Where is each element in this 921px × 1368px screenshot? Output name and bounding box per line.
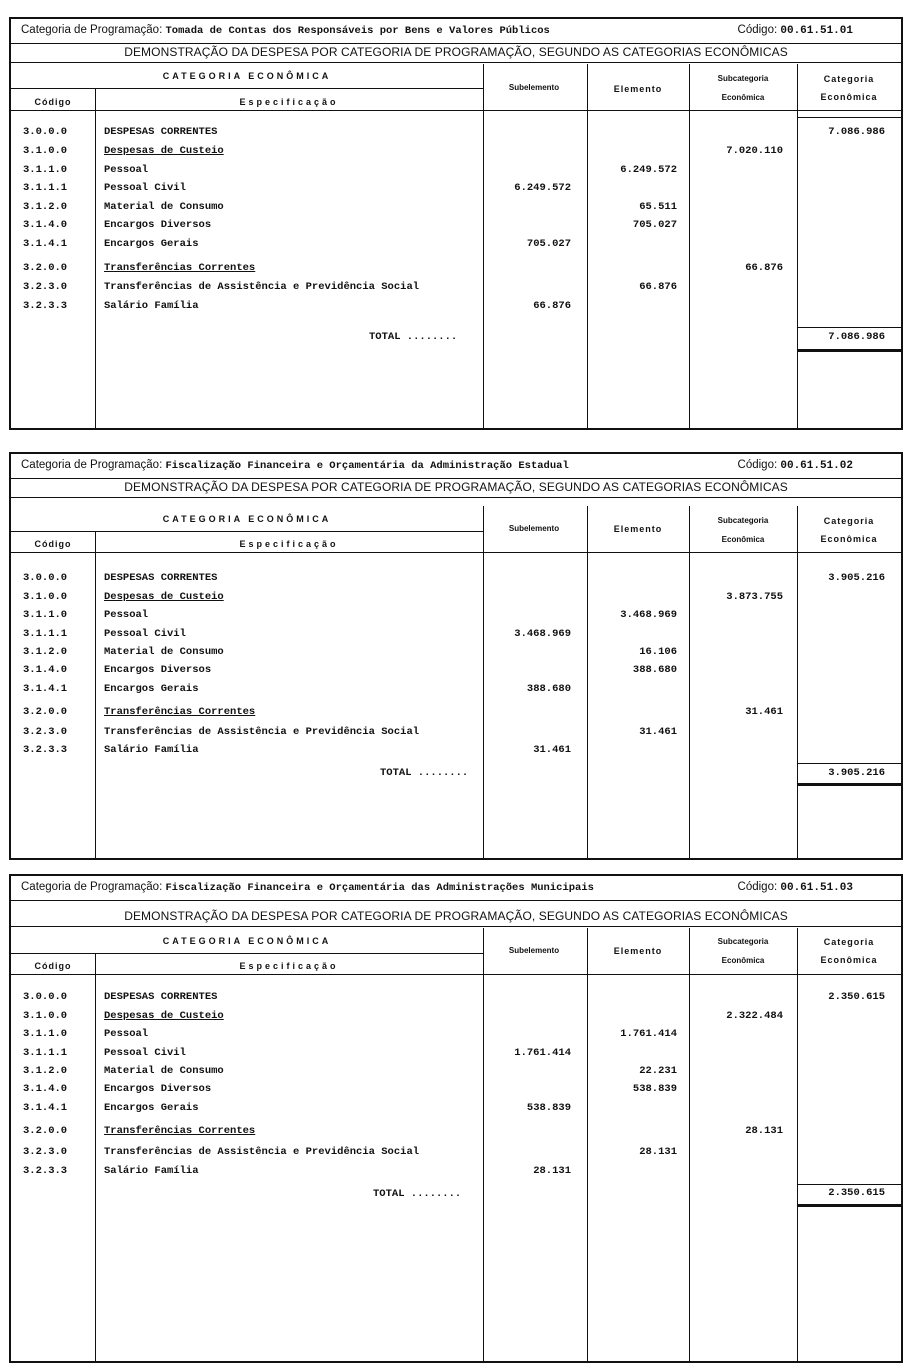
total-label: TOTAL ........ — [380, 767, 469, 779]
total-value: 7.086.986 — [828, 331, 885, 343]
table-row: 3.1.1.1 Pessoal Civil 3.468.969 — [23, 628, 571, 640]
subelemento-heading: Subelemento — [508, 83, 560, 92]
elemento-heading: Elemento — [613, 84, 663, 94]
table-title: DEMONSTRAÇÃO DA DESPESA POR CATEGORIA DE PROGRAMAÇÃO, SEGUNDO AS CATEGORIAS ECONÔMICAS — [11, 478, 901, 498]
elemento-heading: Elemento — [613, 946, 663, 956]
total-label: TOTAL ........ — [373, 1188, 462, 1200]
code-value: 00.61.51.01 — [780, 25, 853, 37]
especificacao-heading: Especificação — [239, 961, 339, 971]
table-row: 3.0.0.0 DESPESAS CORRENTES 7.086.986 — [23, 126, 885, 138]
table-row: 3.1.4.0 Encargos Diversos 388.680 — [23, 664, 677, 676]
table-row: 3.1.0.0 Despesas de Custeio 7.020.110 — [23, 145, 783, 157]
table-row: 3.0.0.0 DESPESAS CORRENTES 2.350.615 — [23, 991, 885, 1003]
expense-form-1 — [9, 17, 903, 430]
category-label: Categoria de Programação: Fiscalização Financeira e Orçamentária das Administrações Municipais — [21, 881, 594, 894]
table-row: 3.1.1.0 Pessoal 1.761.414 — [23, 1028, 677, 1040]
table-row: 3.1.1.0 Pessoal 3.468.969 — [23, 609, 677, 621]
table-row: 3.1.0.0 Despesas de Custeio 2.322.484 — [23, 1010, 783, 1022]
category-label: Categoria de Programação: Tomada de Contas dos Responsáveis por Bens e Valores Públicos — [21, 24, 550, 37]
cat-heading: Categoria Econômica — [820, 516, 878, 544]
codigo-heading: Código — [34, 97, 72, 107]
codigo-heading: Código — [34, 961, 72, 971]
category-value: Fiscalização Financeira e Orçamentária da Administração Estadual — [165, 460, 569, 472]
total-label: TOTAL ........ — [369, 331, 458, 343]
expense-form-3 — [9, 874, 903, 1363]
total-value-row — [11, 767, 901, 785]
table-row: 3.1.4.0 Encargos Diversos 705.027 — [23, 219, 677, 231]
table-row: 3.2.3.3 Salário Família 28.131 — [23, 1165, 571, 1177]
especificacao-heading: Especificação — [239, 539, 339, 549]
table-row: 3.1.4.1 Encargos Gerais 388.680 — [23, 683, 571, 695]
category-value: Fiscalização Financeira e Orçamentária das Administrações Municipais — [165, 882, 594, 894]
code-label: Código: 00.61.51.01 — [737, 24, 853, 37]
cat-econ-heading: CATEGORIA ECONÔMICA — [162, 514, 332, 524]
table-row: 3.1.4.1 Encargos Gerais 538.839 — [23, 1102, 571, 1114]
total-value: 3.905.216 — [828, 767, 885, 779]
total-value-row — [11, 331, 901, 349]
total-value: 2.350.615 — [828, 1187, 885, 1199]
table-row: 3.1.2.0 Material de Consumo 65.511 — [23, 201, 677, 213]
table-row: 3.1.2.0 Material de Consumo 16.106 — [23, 646, 677, 658]
table-row: 3.2.0.0 Transferências Correntes 28.131 — [23, 1125, 783, 1137]
subcat-heading: Subcategoria Econômica — [717, 516, 769, 544]
cat-econ-heading: CATEGORIA ECONÔMICA — [162, 71, 332, 81]
subcat-heading: Subcategoria Econômica — [717, 74, 769, 102]
table-row: 3.1.4.0 Encargos Diversos 538.839 — [23, 1083, 677, 1095]
table-row: 3.2.3.3 Salário Família 66.876 — [23, 300, 571, 312]
total-value-row — [11, 1187, 901, 1205]
table-row: 3.1.1.1 Pessoal Civil 1.761.414 — [23, 1047, 571, 1059]
code-label: Código: 00.61.51.02 — [737, 459, 853, 472]
form-header — [11, 19, 901, 44]
table-row: 3.1.2.0 Material de Consumo 22.231 — [23, 1065, 677, 1077]
table-row: 3.2.3.0 Transferências de Assistência e Previdência Social 66.876 — [23, 281, 677, 293]
code-label: Código: 00.61.51.03 — [737, 881, 853, 894]
table-row: 3.1.4.1 Encargos Gerais 705.027 — [23, 238, 571, 250]
table-row: 3.2.0.0 Transferências Correntes 66.876 — [23, 262, 783, 274]
form-header — [11, 454, 901, 479]
codigo-heading: Código — [34, 539, 72, 549]
table-row: 3.2.3.3 Salário Família 31.461 — [23, 744, 571, 756]
cat-econ-heading: CATEGORIA ECONÔMICA — [162, 936, 332, 946]
table-row: 3.2.3.0 Transferências de Assistência e Previdência Social 31.461 — [23, 726, 677, 738]
category-value: Tomada de Contas dos Responsáveis por Bens e Valores Públicos — [165, 25, 550, 37]
table-row: 3.2.0.0 Transferências Correntes 31.461 — [23, 706, 783, 718]
code-value: 00.61.51.02 — [780, 460, 853, 472]
subcat-heading: Subcategoria Econômica — [717, 937, 769, 965]
subelemento-heading: Subelemento — [508, 946, 560, 955]
form-header — [11, 876, 901, 901]
code-value: 00.61.51.03 — [780, 882, 853, 894]
table-row: 3.1.0.0 Despesas de Custeio 3.873.755 — [23, 591, 783, 603]
expense-form-2 — [9, 452, 903, 860]
subelemento-heading: Subelemento — [508, 524, 560, 533]
table-title: DEMONSTRAÇÃO DA DESPESA POR CATEGORIA DE PROGRAMAÇÃO, SEGUNDO AS CATEGORIAS ECONÔMICAS — [11, 907, 901, 927]
category-label: Categoria de Programação: Fiscalização Financeira e Orçamentária da Administração Estadual — [21, 459, 569, 472]
cat-heading: Categoria Econômica — [820, 937, 878, 965]
table-row: 3.2.3.0 Transferências de Assistência e Previdência Social 28.131 — [23, 1146, 677, 1158]
elemento-heading: Elemento — [613, 524, 663, 534]
especificacao-heading: Especificação — [239, 97, 339, 107]
cat-heading: Categoria Econômica — [820, 74, 878, 102]
table-row: 3.1.1.1 Pessoal Civil 6.249.572 — [23, 182, 571, 194]
table-row: 3.0.0.0 DESPESAS CORRENTES 3.905.216 — [23, 572, 885, 584]
table-row: 3.1.1.0 Pessoal 6.249.572 — [23, 164, 677, 176]
table-title: DEMONSTRAÇÃO DA DESPESA POR CATEGORIA DE PROGRAMAÇÃO, SEGUNDO AS CATEGORIAS ECONÔMICAS — [11, 43, 901, 63]
